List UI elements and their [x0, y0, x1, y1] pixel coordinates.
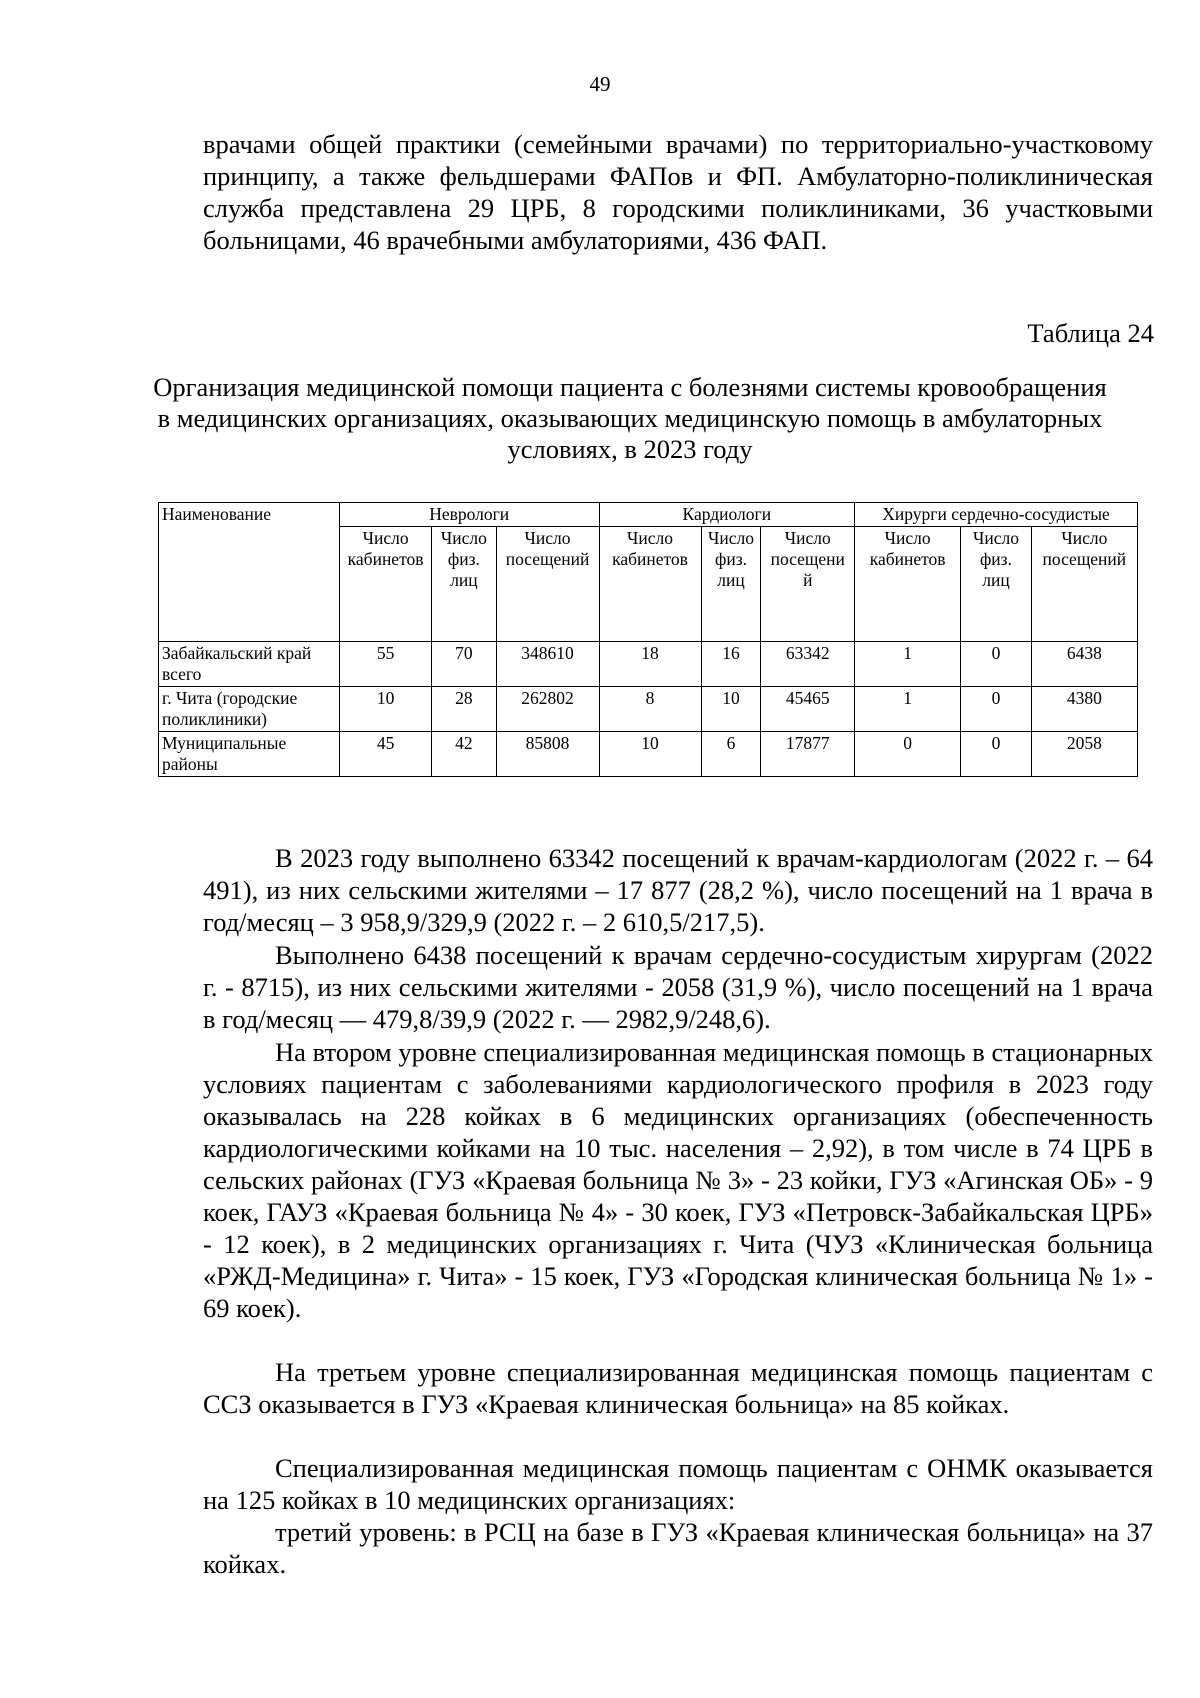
- table-caption: Таблица 24: [1027, 318, 1154, 348]
- table-subheader: Число посещений: [1031, 527, 1137, 642]
- table-subheader: Число посещени й: [761, 527, 855, 642]
- table-cell: 70: [432, 642, 496, 687]
- table-cell: 6438: [1031, 642, 1137, 687]
- table-cell: 0: [961, 642, 1031, 687]
- table-row-name: Муниципальные районы: [159, 732, 340, 777]
- table-group-header: Неврологи: [339, 503, 599, 527]
- table-cell: 0: [855, 732, 961, 777]
- table-cell: 4380: [1031, 687, 1137, 732]
- table-subheader: Число кабинетов: [339, 527, 432, 642]
- table-cell: 45: [339, 732, 432, 777]
- body-paragraph: третий уровень: в РСЦ на базе в ГУЗ «Краевая клиническая больница» на 37 койках.: [203, 1517, 1153, 1579]
- table-group-header: Кардиологи: [599, 503, 855, 527]
- table-cell: 10: [339, 687, 432, 732]
- statistics-table: [158, 502, 1138, 777]
- table-row-name: Забайкальский край всего: [159, 642, 340, 687]
- table-row: [159, 642, 1138, 687]
- table-cell: 0: [961, 687, 1031, 732]
- table-row: [159, 732, 1138, 777]
- table-row: [159, 687, 1138, 732]
- table-row-name: г. Чита (городские поликлиники): [159, 687, 340, 732]
- table-cell: 55: [339, 642, 432, 687]
- body-paragraph: На втором уровне специализированная медицинская помощь в стационарных условиях пациентам с заболеваниями кардиологического профиля в 2023 году оказывалась на 228 койках в 6 медицинских организациях (обеспеченность кардиологическими койками на 10 тыс. населения – 2,92), в том числе в 74 ЦРБ в сельских районах (ГУЗ «Краевая больница № 3» - 23 койки, ГУЗ «Агинская ОБ» - 9 коек, ГАУЗ «Краевая больница № 4» - 30 коек, ГУЗ «Петровск-Забайкальская ЦРБ» - 12 коек), в 2 медицинских организациях г. Чита (ЧУЗ «Клиническая больница «РЖД-Медицина» г. Чита» - 15 коек, ГУЗ «Городская клиническая больница № 1» - 69 коек).: [203, 1037, 1153, 1323]
- table-cell: 45465: [761, 687, 855, 732]
- body-paragraph: Специализированная медицинская помощь пациентам с ОНМК оказывается на 125 койках в 10 медицинских организациях:: [203, 1453, 1153, 1515]
- page-number: 49: [589, 72, 611, 96]
- intro-paragraph: врачами общей практики (семейными врачами) по территориально-участковому принципу, а также фельдшерами ФАПов и ФП. Амбулаторно-поликлиническая служба представлена 29 ЦРБ, 8 городскими поликлиниками, 36 участковыми больницами, 46 врачебными амбулаториями, 436 ФАП.: [203, 129, 1153, 255]
- body-paragraph: На третьем уровне специализированная медицинская помощь пациентам с ССЗ оказывается в ГУЗ «Краевая клиническая больница» на 85 койках.: [203, 1357, 1153, 1419]
- table-cell: 28: [432, 687, 496, 732]
- table-subheader: Число кабинетов: [599, 527, 701, 642]
- table-group-header: Хирурги сердечно-сосудистые: [855, 503, 1138, 527]
- table-cell: 348610: [496, 642, 599, 687]
- table-cell: 0: [961, 732, 1031, 777]
- body-paragraph: В 2023 году выполнено 63342 посещений к врачам-кардиологам (2022 г. – 64 491), из них сельскими жителями – 17 877 (28,2 %), число посещений на 1 врача в год/месяц – 3 958,9/329,9 (2022 г. – 2 610,5/217,5).: [203, 843, 1153, 937]
- table-cell: 17877: [761, 732, 855, 777]
- table-subheader: Число кабинетов: [855, 527, 961, 642]
- table-cell: 2058: [1031, 732, 1137, 777]
- table-cell: 1: [855, 642, 961, 687]
- table-subheader: Число физ. лиц: [432, 527, 496, 642]
- table-cell: 8: [599, 687, 701, 732]
- table-cell: 10: [701, 687, 761, 732]
- table-subheader: Число физ. лиц: [961, 527, 1031, 642]
- table-cell: 18: [599, 642, 701, 687]
- table-cell: 6: [701, 732, 761, 777]
- table-cell: 262802: [496, 687, 599, 732]
- table-cell: 63342: [761, 642, 855, 687]
- table-cell: 42: [432, 732, 496, 777]
- table-cell: 10: [599, 732, 701, 777]
- table-subheader: Число физ. лиц: [701, 527, 761, 642]
- body-paragraph: Выполнено 6438 посещений к врачам сердечно-сосудистым хирургам (2022 г. - 8715), из них сельскими жителями - 2058 (31,9 %), число посещений на 1 врача в год/месяц — 479,8/39,9 (2022 г. — 2982,9/248,6).: [203, 940, 1153, 1034]
- table-header-name: Наименование: [159, 503, 340, 642]
- table-cell: 85808: [496, 732, 599, 777]
- table-group-header-row: [159, 503, 1138, 527]
- table-cell: 16: [701, 642, 761, 687]
- table-subheader: Число посещений: [496, 527, 599, 642]
- table-cell: 1: [855, 687, 961, 732]
- table-title: Организация медицинской помощи пациента с болезнями системы кровообращения в медицинских организациях, оказывающих медицинскую помощь в амбулаторных условиях, в 2023 году: [153, 372, 1107, 464]
